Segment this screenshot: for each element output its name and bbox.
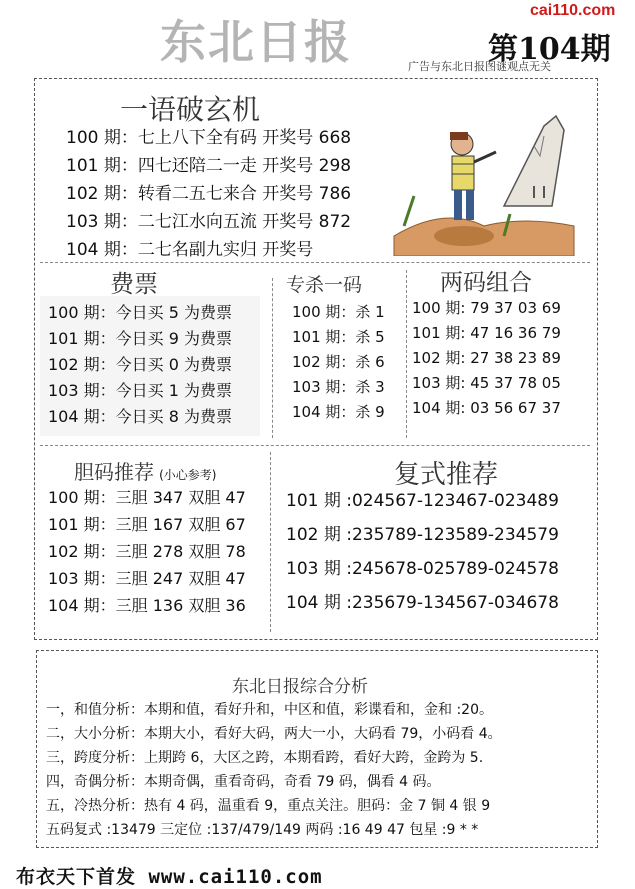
yiyu-row: 101 期：四七还陪二一走 开奖号 298 bbox=[66, 156, 352, 176]
danma-row: 102 期：三胆 278 双胆 78 bbox=[48, 542, 246, 561]
danma-row: 103 期：三胆 247 双胆 47 bbox=[48, 569, 246, 588]
liangma-list bbox=[412, 296, 561, 421]
analysis-row: 四，奇偶分析：本期奇偶，重看奇码，奇看 79 码，偶看 4 码。 bbox=[46, 774, 441, 790]
zhuansha-list bbox=[292, 300, 385, 425]
feipiao-row: 104 期：今日买 8 为费票 bbox=[48, 407, 232, 426]
feipiao-row: 100 期：今日买 5 为费票 bbox=[48, 303, 232, 322]
yiyu-list bbox=[66, 124, 351, 264]
zhuansha-row: 102 期：杀 6 bbox=[292, 353, 385, 371]
divider bbox=[406, 270, 407, 438]
issue-number: 第104期 bbox=[488, 32, 611, 67]
feipiao-row: 102 期：今日买 0 为费票 bbox=[48, 355, 232, 374]
analysis-row: 三，跨度分析：上期跨 6，大区之跨，本期看跨，看好大跨，金跨为 5. bbox=[46, 750, 484, 766]
fushi-row: 101 期 :024567-123467-023489 bbox=[286, 491, 559, 511]
disclaimer: 广告与东北日报图谜观点无关 bbox=[408, 60, 551, 73]
analysis-title: 东北日报综合分析 bbox=[232, 677, 368, 697]
fushi-title: 复式推荐 bbox=[394, 460, 499, 490]
liangma-row: 101 期: 47 16 36 79 bbox=[412, 324, 561, 342]
fushi-row: 104 期 :235679-134567-034678 bbox=[286, 593, 559, 613]
fushi-list bbox=[286, 484, 559, 620]
divider bbox=[40, 445, 590, 446]
divider bbox=[272, 278, 273, 438]
danma-title: 胆码推荐 bbox=[74, 460, 154, 484]
zhuansha-title: 专杀一码 bbox=[286, 274, 363, 296]
zhuansha-row: 101 期：杀 5 bbox=[292, 328, 385, 346]
danma-note: (小心参考) bbox=[159, 468, 217, 482]
liangma-row: 104 期: 03 56 67 37 bbox=[412, 399, 561, 417]
analysis-row: 五，冷热分析：热有 4 码，温重看 9，重点关注。胆码：金 7 铜 4 银 9 bbox=[46, 798, 491, 814]
danma-row: 101 期：三胆 167 双胆 67 bbox=[48, 515, 246, 534]
zhuansha-row: 100 期：杀 1 bbox=[292, 303, 385, 321]
analysis-row: 二，大小分析：本期大小，看好大码，两大一小，大码看 79，小码看 4。 bbox=[46, 726, 502, 742]
fushi-row: 103 期 :245678-025789-024578 bbox=[286, 559, 559, 579]
footer-banner[interactable]: 布衣天下首发 www.cai110.com bbox=[16, 866, 323, 888]
divider bbox=[270, 452, 271, 632]
zhuansha-row: 103 期：杀 3 bbox=[292, 378, 385, 396]
feipiao-title: 费票 bbox=[110, 270, 158, 298]
danma-row: 100 期：三胆 347 双胆 47 bbox=[48, 488, 246, 507]
danma-list bbox=[48, 484, 246, 619]
analysis-row: 五码复式 :13479 三定位 :137/479/149 两码 :16 49 47 包星 :9 * * bbox=[46, 822, 479, 838]
feipiao-list bbox=[48, 300, 232, 430]
liangma-row: 102 期: 27 38 23 89 bbox=[412, 349, 561, 367]
feipiao-row: 103 期：今日买 1 为费票 bbox=[48, 381, 232, 400]
masthead-title: 东北日报 bbox=[160, 15, 352, 66]
analysis-row: 一，和值分析：本期和值，看好升和，中区和值，彩谍看和，金和 :20。 bbox=[46, 702, 493, 718]
divider bbox=[40, 262, 590, 263]
yiyu-row: 103 期：二七江水向五流 开奖号 872 bbox=[66, 212, 352, 232]
analysis-list bbox=[46, 698, 502, 842]
zhuansha-row: 104 期：杀 9 bbox=[292, 403, 385, 421]
yiyu-row: 100 期：七上八下全有码 开奖号 668 bbox=[66, 128, 352, 148]
liangma-title: 两码组合 bbox=[440, 270, 532, 296]
liangma-row: 100 期: 79 37 03 69 bbox=[412, 299, 561, 317]
feipiao-row: 101 期：今日买 9 为费票 bbox=[48, 329, 232, 348]
yiyu-title: 一语破玄机 bbox=[120, 93, 261, 126]
danma-header bbox=[74, 456, 216, 485]
liangma-row: 103 期: 45 37 78 05 bbox=[412, 374, 561, 392]
yiyu-row: 102 期：转看二五七来合 开奖号 786 bbox=[66, 184, 352, 204]
fushi-row: 102 期 :235789-123589-234579 bbox=[286, 525, 559, 545]
danma-row: 104 期：三胆 136 双胆 36 bbox=[48, 596, 246, 615]
cartoon-illustration bbox=[384, 86, 584, 256]
site-brand[interactable]: cai110.com bbox=[530, 2, 616, 19]
yiyu-row: 104 期：二七名副九实归 开奖号 bbox=[66, 240, 314, 260]
